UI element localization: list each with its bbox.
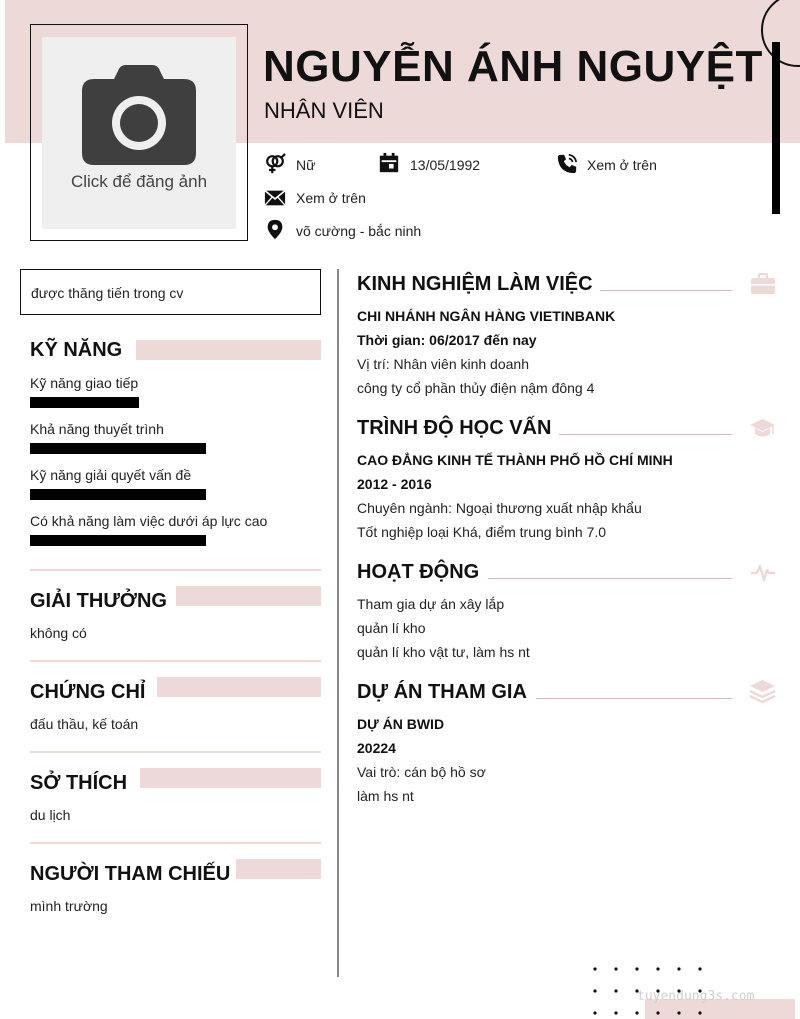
decoration-dot: [593, 989, 596, 992]
email-icon: [264, 187, 286, 209]
gender-value[interactable]: Nữ: [296, 157, 316, 173]
certificates-title-bar: [157, 677, 321, 697]
projects-title[interactable]: DỰ ÁN THAM GIA: [357, 681, 527, 703]
education-title[interactable]: TRÌNH ĐỘ HỌC VẤN: [357, 417, 552, 439]
hobbies-title-bar: [140, 768, 321, 788]
career-objective[interactable]: được thăng tiến trong cv: [20, 269, 321, 315]
experience-detail[interactable]: công ty cổ phần thủy điện nậm đông 4: [357, 380, 595, 396]
briefcase-icon: [750, 273, 776, 295]
skill-label[interactable]: Kỹ năng giao tiếp: [30, 375, 139, 391]
project-role[interactable]: Vai trò: cán bộ hồ sơ: [357, 764, 486, 780]
education-grade[interactable]: Tốt nghiệp loại Khá, điểm trung bình 7.0: [357, 524, 607, 540]
decoration-dot: [698, 1011, 701, 1014]
decoration-dot: [698, 967, 701, 970]
hobbies-text[interactable]: du lịch: [30, 807, 71, 823]
section-divider: [30, 569, 321, 571]
calendar-icon: [378, 152, 400, 174]
column-divider: [337, 269, 339, 977]
phone-value[interactable]: Xem ở trên: [587, 157, 657, 173]
skill-label[interactable]: Khả năng thuyết trình: [30, 421, 164, 437]
activity-item[interactable]: Tham gia dự án xây lắp: [357, 596, 505, 612]
candidate-name[interactable]: NGUYỄN ÁNH NGUYỆT: [263, 42, 763, 91]
location-pin-icon: [264, 219, 286, 241]
decoration-dot: [656, 1011, 659, 1014]
decoration-dot: [614, 1011, 617, 1014]
decoration-dot: [635, 967, 638, 970]
hobbies-title[interactable]: SỞ THÍCH: [30, 772, 128, 794]
decoration-dot: [593, 967, 596, 970]
email-value[interactable]: Xem ở trên: [296, 190, 366, 206]
skills-title-bar: [136, 340, 321, 360]
awards-title-bar: [176, 586, 321, 606]
decoration-dot: [614, 967, 617, 970]
skill-level-bar: [30, 535, 206, 546]
experience-role[interactable]: Vị trí: Nhân viên kinh doanh: [357, 356, 529, 372]
experience-company[interactable]: CHI NHÁNH NGÂN HÀNG VIETINBANK: [357, 308, 616, 324]
experience-period[interactable]: Thời gian: 06/2017 đến nay: [357, 332, 537, 348]
education-title-line: [559, 434, 732, 435]
education-period[interactable]: 2012 - 2016: [357, 476, 432, 492]
education-major[interactable]: Chuyên ngành: Ngoại thương xuất nhập khẩu: [357, 500, 642, 516]
layers-icon: [749, 679, 776, 705]
decoration-dot: [593, 1011, 596, 1014]
certificates-title[interactable]: CHỨNG CHỈ: [30, 681, 146, 703]
references-title-bar: [236, 859, 321, 879]
certificates-text[interactable]: đấu thầu, kế toán: [30, 716, 139, 732]
experience-title-line: [600, 290, 732, 291]
activity-item[interactable]: quản lí kho vật tư, làm hs nt: [357, 644, 530, 660]
skill-label[interactable]: Có khả năng làm việc dưới áp lực cao: [30, 513, 268, 529]
address-value[interactable]: võ cường - bắc ninh: [296, 223, 422, 239]
phone-icon: [556, 153, 578, 175]
references-text[interactable]: mình trường: [30, 898, 108, 914]
birthday-value[interactable]: 13/05/1992: [410, 157, 481, 173]
project-detail[interactable]: làm hs nt: [357, 788, 414, 804]
decoration-dot: [677, 1011, 680, 1014]
awards-text[interactable]: không có: [30, 625, 87, 641]
projects-title-line: [536, 698, 732, 699]
section-divider: [30, 842, 321, 844]
graduation-cap-icon: [749, 418, 776, 440]
section-divider: [30, 660, 321, 662]
awards-title[interactable]: GIẢI THƯỞNG: [30, 590, 167, 612]
education-school[interactable]: CAO ĐẲNG KINH TẾ THÀNH PHỐ HỒ CHÍ MINH: [357, 452, 673, 468]
project-year[interactable]: 20224: [357, 740, 396, 756]
references-title[interactable]: NGƯỜI THAM CHIẾU: [30, 863, 231, 885]
vertical-accent-bar: [772, 42, 780, 214]
photo-caption[interactable]: Click để đăng ảnh: [70, 172, 208, 191]
activity-item[interactable]: quản lí kho: [357, 620, 426, 636]
decoration-dot: [614, 989, 617, 992]
skill-level-bar: [30, 443, 206, 454]
section-divider: [30, 751, 321, 753]
skill-level-bar: [30, 489, 206, 500]
decoration-dot: [677, 967, 680, 970]
activities-title[interactable]: HOẠT ĐỘNG: [357, 561, 480, 583]
skills-title[interactable]: KỸ NĂNG: [30, 339, 123, 361]
skill-level-bar: [30, 397, 139, 408]
skill-label[interactable]: Kỹ năng giải quyết vấn đề: [30, 467, 192, 483]
pulse-icon: [750, 562, 776, 584]
activities-title-line: [488, 578, 732, 579]
experience-title[interactable]: KINH NGHIỆM LÀM VIỆC: [357, 273, 593, 295]
gender-icon: [264, 153, 286, 175]
decoration-dot: [635, 1011, 638, 1014]
candidate-position[interactable]: NHÂN VIÊN: [264, 98, 384, 123]
decoration-dot: [656, 967, 659, 970]
camera-icon[interactable]: [80, 65, 198, 167]
project-name[interactable]: DỰ ÁN BWID: [357, 716, 445, 732]
watermark: tuyendung3s.com: [637, 989, 755, 1004]
